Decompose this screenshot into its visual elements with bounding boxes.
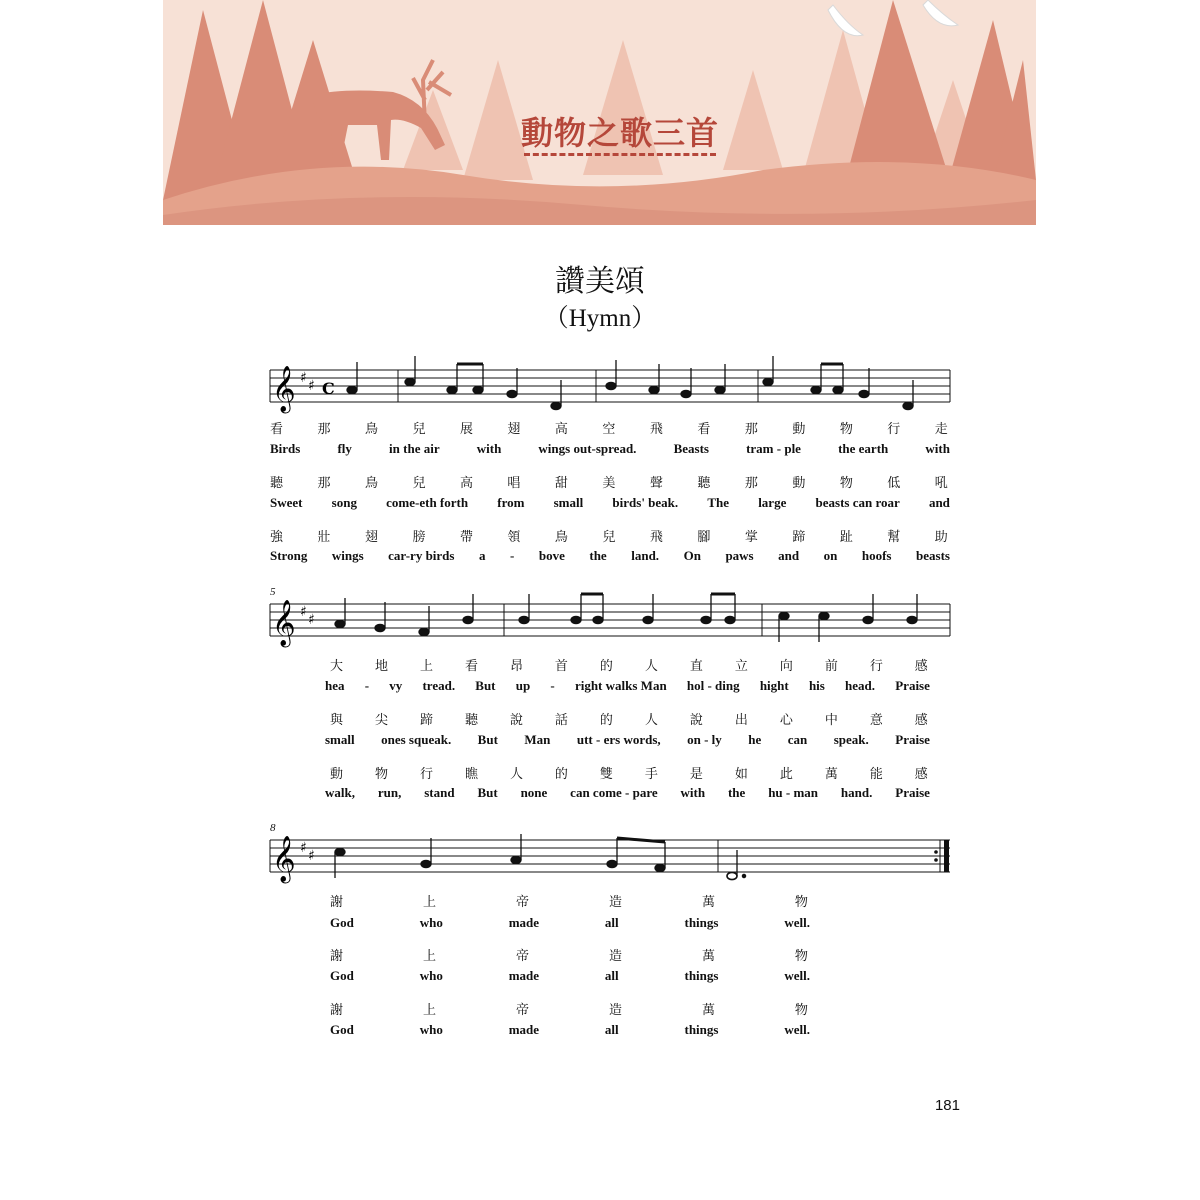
lyric-syllable: right walks Man [574,678,667,693]
header-banner [163,0,1036,225]
lyric-syllable: 高 [554,422,570,437]
lyric-syllable: 掌 [744,530,760,545]
lyric-syllable: 物 [374,767,390,782]
lyric-syllable: 地 [374,659,390,674]
lyric-syllable: 是 [689,767,705,782]
lyric-syllable: 出 [734,713,750,728]
lyric-syllable: 意 [869,713,885,728]
lyric-syllable: 人 [644,713,660,728]
lyric-syllable: 首 [554,659,570,674]
sharp-icon: ♯ [308,612,315,628]
song-title: 讚美頌 [555,264,645,299]
lyric-syllable: birds' beak. [612,495,679,510]
lyric-syllable: 助 [934,530,950,545]
lyric-syllable: 膀 [412,530,428,545]
lyric-syllable: 物 [794,949,810,964]
lyric-syllable: 那 [317,476,333,491]
lyric-line-en [330,968,810,984]
lyric-syllable: 萬 [701,949,717,964]
lyric-syllable: 造 [608,895,624,910]
lyric-syllable: 翅 [364,530,380,545]
lyric-syllable: bove [538,548,565,563]
lyric-syllable: 的 [599,659,615,674]
lyric-syllable: and [928,495,950,510]
lyric-syllable: 直 [689,659,705,674]
lyric-syllable: 手 [644,767,660,782]
lyric-syllable: 物 [839,422,855,437]
lyric-syllable: On [683,548,701,563]
lyric-syllable: Sweet [270,495,303,510]
lyric-syllable: God [330,915,354,930]
lyric-syllable: his [808,678,825,693]
lyric-syllable: - [510,548,515,563]
lyric-line-zh [330,999,810,1018]
lyric-syllable: 上 [422,949,438,964]
lyric-syllable: made [508,968,540,983]
lyric-line-en [330,915,810,931]
lyric-syllable: 走 [934,422,950,437]
final-barline [944,840,949,872]
lyric-syllable: 謝 [330,895,346,910]
lyric-syllable: 能 [869,767,885,782]
lyric-syllable: 展 [459,422,475,437]
lyric-syllable: Praise [895,678,930,693]
lyric-syllable: the earth [838,441,889,456]
lyric-syllable: The [707,495,730,510]
lyric-syllable: 物 [839,476,855,491]
lyric-syllable: 謝 [330,949,346,964]
lyric-syllable: 如 [734,767,750,782]
lyric-syllable: who [419,915,443,930]
lyric-syllable: things [684,968,719,983]
lyric-syllable: hol - ding [686,678,740,693]
lyric-syllable: 此 [779,767,795,782]
lyric-syllable: 說 [509,713,525,728]
lyric-syllable: hu - man [768,785,819,800]
lyric-syllable: 鳥 [554,530,570,545]
lyric-syllable: hea [325,678,345,693]
lyric-syllable: 唱 [507,476,523,491]
treble-clef-icon: 𝄞 [272,836,296,882]
lyric-syllable: wings out-spread. [538,441,637,456]
lyric-syllable: 鳥 [364,422,380,437]
lyric-syllable: 帝 [515,949,531,964]
lyric-syllable: all [604,1022,619,1037]
lyric-syllable: 空 [602,422,618,437]
lyric-syllable: 飛 [649,422,665,437]
lyric-syllable: wings [331,548,364,563]
lyric-syllable: with [680,785,706,800]
lyric-syllable: 鳥 [364,476,380,491]
lyric-syllable: 高 [459,476,475,491]
lyric-syllable: made [508,1022,540,1037]
lyric-syllable: head. [845,678,876,693]
lyric-syllable: 聽 [270,476,286,491]
page-number: 181 [934,1097,960,1114]
lyric-syllable: 動 [792,476,808,491]
lyric-syllable: 行 [869,659,885,674]
lyric-syllable: come-eth forth [386,495,469,510]
lyric-syllable: on - ly [687,732,722,747]
lyric-syllable: with [476,441,502,456]
lyric-syllable: well. [784,968,810,983]
music-staff [268,590,952,662]
lyric-syllable: 看 [697,422,713,437]
lyric-syllable: 的 [554,767,570,782]
lyric-line-zh [270,526,950,545]
lyric-syllable: 美 [602,476,618,491]
lyric-syllable: Beasts [673,441,709,456]
lyric-line-en [270,548,950,564]
sharp-icon: ♯ [308,378,315,394]
lyric-syllable: utt - ers words, [576,732,661,747]
lyric-syllable: Strong [270,548,308,563]
lyric-syllable: 聲 [649,476,665,491]
lyric-syllable: 聽 [464,713,480,728]
lyric-syllable: things [684,915,719,930]
lyric-syllable: land. [631,548,660,563]
lyric-syllable: 感 [914,659,930,674]
lyric-syllable: large [758,495,787,510]
lyric-line-zh [330,945,810,964]
lyric-syllable: 昂 [509,659,525,674]
lyric-syllable: 尖 [374,713,390,728]
lyric-syllable: 人 [509,767,525,782]
lyric-syllable: 翅 [507,422,523,437]
lyric-line-zh [330,763,930,782]
lyric-line-en [270,495,950,511]
lyric-syllable: 動 [330,767,346,782]
sharp-icon: ♯ [300,840,307,856]
lyric-syllable: God [330,1022,354,1037]
lyric-syllable: 萬 [824,767,840,782]
lyric-syllable: 帶 [459,530,475,545]
lyric-syllable: none [520,785,548,800]
lyric-syllable: 大 [330,659,346,674]
lyric-syllable: 物 [794,1003,810,1018]
lyric-syllable: all [604,915,619,930]
lyric-syllable: paws [725,548,754,563]
treble-clef-icon: 𝄞 [272,600,296,646]
lyric-syllable: 立 [734,659,750,674]
lyric-syllable: small [553,495,584,510]
lyric-syllable: up [515,678,531,693]
lyric-syllable: 雙 [599,767,615,782]
lyric-syllable: 那 [744,422,760,437]
lyric-syllable: 那 [317,422,333,437]
lyric-syllable: 話 [554,713,570,728]
lyric-syllable: 飛 [649,530,665,545]
lyric-syllable: 看 [270,422,286,437]
lyric-syllable: who [419,1022,443,1037]
lyric-syllable: well. [784,1022,810,1037]
lyric-syllable: 帝 [515,1003,531,1018]
lyric-syllable: - [364,678,370,693]
lyric-syllable: 上 [422,895,438,910]
lyric-syllable: stand [424,785,455,800]
measure-number: 8 [270,822,276,834]
lyric-syllable: hand. [840,785,873,800]
lyric-syllable: in the air [389,441,440,456]
lyric-syllable: 行 [887,422,903,437]
lyric-syllable: beasts can roar [815,495,900,510]
lyric-syllable: 萬 [701,895,717,910]
lyric-syllable: Praise [895,732,930,747]
lyric-syllable: hoofs [861,548,892,563]
lyric-syllable: things [684,1022,719,1037]
lyric-syllable: song [331,495,357,510]
lyric-syllable: Man [524,732,551,747]
lyric-line-en [325,678,930,694]
lyric-syllable: a [478,548,486,563]
lyric-syllable: 謝 [330,1003,346,1018]
lyric-syllable: 領 [507,530,523,545]
notes [335,834,746,880]
lyric-syllable: ones squeak. [381,732,452,747]
lyric-syllable: can [787,732,808,747]
lyric-syllable: 低 [887,476,903,491]
lyric-syllable: 幫 [887,530,903,545]
lyric-syllable: hight [759,678,789,693]
lyric-syllable: 動 [792,422,808,437]
lyric-syllable: 兒 [602,530,618,545]
lyric-syllable: 與 [330,713,346,728]
lyric-syllable: tread. [422,678,456,693]
notes [335,594,917,642]
lyric-syllable: from [497,495,525,510]
lyric-syllable: vy [389,678,403,693]
lyric-line-en [330,1022,810,1038]
lyric-syllable: well. [784,915,810,930]
lyric-syllable: 腳 [697,530,713,545]
lyric-syllable: 蹄 [792,530,808,545]
lyric-syllable: But [477,785,498,800]
lyric-syllable: 看 [464,659,480,674]
lyric-syllable: on [823,548,838,563]
lyric-syllable: fly [337,441,352,456]
lyric-line-zh [330,709,930,728]
lyric-syllable: the [589,548,607,563]
lyric-syllable: 物 [794,895,810,910]
lyric-syllable: 甜 [554,476,570,491]
lyric-syllable: run, [377,785,402,800]
lyric-syllable: he [748,732,762,747]
lyric-syllable: car-ry birds [388,548,455,563]
lyric-syllable: 上 [422,1003,438,1018]
time-signature-icon: C [322,379,335,398]
lyric-syllable: made [508,915,540,930]
lyric-syllable: 造 [608,1003,624,1018]
lyric-syllable: small [325,732,355,747]
lyric-syllable: 前 [824,659,840,674]
lyric-syllable: speak. [833,732,869,747]
lyric-syllable: 感 [914,767,930,782]
lyric-syllable: all [604,968,619,983]
lyric-syllable: can come - pare [570,785,658,800]
lyric-syllable: 萬 [701,1003,717,1018]
lyric-line-en [325,732,930,748]
measure-number: 5 [270,586,276,598]
lyric-syllable: 向 [779,659,795,674]
lyric-syllable: 上 [419,659,435,674]
lyric-syllable: - [550,678,555,693]
sharp-icon: ♯ [300,604,307,620]
lyric-syllable: 兒 [412,476,428,491]
lyric-syllable: 壯 [317,530,333,545]
banner-title: 動物之歌三首 [520,114,719,152]
lyric-line-zh [270,418,950,437]
lyric-line-en [270,441,950,457]
lyric-syllable: 吼 [934,476,950,491]
lyric-syllable: But [475,678,496,693]
lyric-line-zh [330,655,930,674]
lyric-syllable: tram - ple [746,441,801,456]
lyric-syllable: 感 [914,713,930,728]
lyric-syllable: with [925,441,950,456]
lyric-syllable: 趾 [839,530,855,545]
lyric-syllable: Praise [895,785,930,800]
banner-title-underline [524,153,716,156]
lyric-syllable: 造 [608,949,624,964]
sharp-icon: ♯ [308,848,315,864]
lyric-syllable: 的 [599,713,615,728]
sharp-icon: ♯ [300,370,307,386]
lyric-syllable: 兒 [412,422,428,437]
lyric-syllable: 說 [689,713,705,728]
lyric-syllable: 帝 [515,895,531,910]
lyric-syllable: 瞧 [464,767,480,782]
lyric-syllable: 強 [270,530,286,545]
lyric-syllable: and [778,548,800,563]
lyric-syllable: 人 [644,659,660,674]
music-staff [268,826,952,898]
lyric-syllable: beasts [916,548,950,563]
lyric-line-zh [270,472,950,491]
lyric-line-en [325,785,930,801]
lyric-syllable: Birds [270,441,301,456]
lyric-syllable: 那 [744,476,760,491]
lyric-syllable: God [330,968,354,983]
lyric-line-zh [330,891,810,910]
lyric-syllable: 蹄 [419,713,435,728]
lyric-syllable: 聽 [697,476,713,491]
lyric-syllable: But [477,732,498,747]
lyric-syllable: walk, [325,785,355,800]
song-subtitle: （Hymn） [543,305,657,332]
lyric-syllable: 中 [824,713,840,728]
lyric-syllable: 心 [779,713,795,728]
lyric-syllable: who [419,968,443,983]
lyric-syllable: 行 [419,767,435,782]
treble-clef-icon: 𝄞 [272,366,296,412]
lyric-syllable: the [727,785,746,800]
